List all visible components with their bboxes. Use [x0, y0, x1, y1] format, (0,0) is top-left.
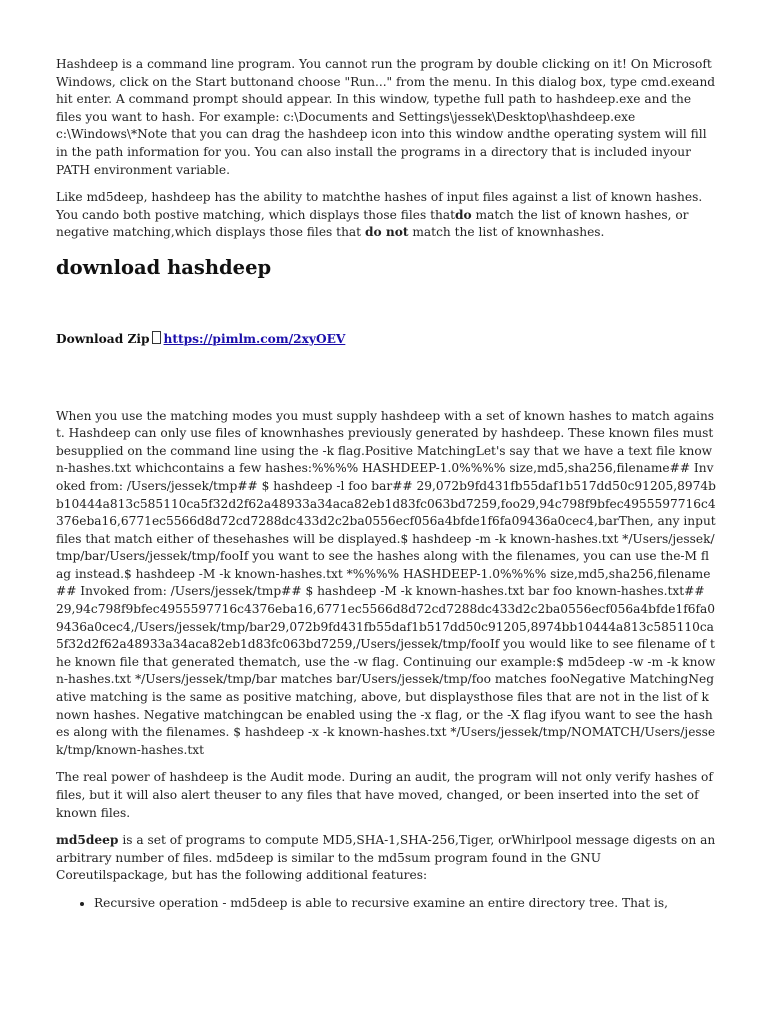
download-link[interactable]: https://pimlm.com/2xyOEV: [163, 331, 346, 346]
list-item: • Recursive operation - md5deep is able to recursive examine an entire directory tree. That is,: [94, 895, 716, 913]
matching-modes-paragraph: When you use the matching modes you must supply hashdeep with a set of known hashes to match against. Hashdeep can only use files of knownhashes previously generated by hashdeep. These known files must besupplied on the command line using the -k flag.Positive MatchingLet's say that we have a text file known-hashes.txt whichcontains a few hashes:%%%% HASHDEEP-1.0%%%% size,md5,sha256,filename## Invoked from: /Users/jessek/tmp## $ hashdeep -l foo bar## 29,072b9fd431fb55daf1b517dd50c91205,8974bb10444a813c585110ca5f32d2f62a48933a34aca82eb1d83fc063bd7259,foo29,94c798f9bfec4955597716c4376eba16,6771ec5566d8d72cd7288dc433d2c2ba0556ecf056a4bfde1f6fa09436a0cec4,barThen, any input files that match either of thesehashes will be displayed.$ hashdeep -m -k known-hashes.txt */Users/jessek/tmp/bar/Users/jessek/tmp/fooIf you want to see the hashes along with the filenames, you can use the-M flag instead.$ hashdeep -M -k known-hashes.txt *%%%% HASHDEEP-1.0%%%% size,md5,sha256,filename## Invoked from: /Users/jessek/tmp## $ hashdeep -M -k known-hashes.txt bar foo known-hashes.txt## 29,94c798f9bfec4955597716c4376eba16,6771ec5566d8d72cd7288dc433d2c2ba0556ecf056a4bfde1f6fa09436a0cec4,/Users/jessek/tmp/bar29,072b9fd431fb55daf1b517dd50c91205,8974bb10444a813c585110ca5f32d2f62a48933a34aca82eb1d83fc063bd7259,/Users/jessek/tmp/fooIf you would like to see filename of the known file that generated thematch, use the -w flag. Continuing our example:$ md5deep -w -m -k known-hashes.txt */Users/jessek/tmp/bar matches bar/Users/jessek/tmp/foo matches fooNegative MatchingNegative matching is the same as positive matching, above, but displaysthose files that are not in the list of known hashes. Negative matchingcan be enabled using the -x flag, or the -X flag ifyou want to see the hashes along with the filenames. $ hashdeep -x -k known-hashes.txt */Users/jessek/tmp/NOMATCH/Users/jessek/tmp/known-hashes.txt: [56, 408, 716, 757]
matching-paragraph: [56, 189, 716, 242]
md5deep-text: is a set of programs to compute MD5,SHA-1,SHA-256,Tiger, orWhirlpool message digests on an arbitrary number of files. md5deep is similar to the md5sum program found in the GNU Coreutilspackage, but has the following additional features:: [56, 833, 716, 883]
matching-text-1: Like md5deep, hashdeep has the ability to matchthe hashes of input files against a list of known hashes. You cando both postive matching, which displays those files that: [56, 190, 703, 222]
matching-text-3: match the list of knownhashes.: [408, 225, 605, 240]
intro-paragraph: Hashdeep is a command line program. You cannot run the program by double clicking on it! On Microsoft Windows, click on the Start buttonand choose "Run..." from the menu. In this dialog box, type cmd.exeand hit enter. A command prompt should appear. In this window, typethe full path to hashdeep.exe and the files you want to hash. For example: c:\Documents and Settings\jessek\Desktop\hashdeep.exe c:\Windows\*Note that you can drag the hashdeep icon into this window andthe operating system will fill in the path information for you. You can also install the programs in a directory that is included inyour PATH environment variable.: [56, 57, 716, 177]
matching-bold-do-not: do not: [364, 225, 409, 240]
audit-paragraph: The real power of hashdeep is the Audit mode. During an audit, the program will not only verify hashes of files, but it will also alert theuser to any files that have moved, changed, or been inserted into the set of known files.: [56, 770, 713, 820]
md5deep-bold: md5deep: [56, 833, 119, 848]
matching-bold-do: do: [454, 207, 472, 222]
md5deep-paragraph: [56, 832, 716, 885]
matching-text-2: match the list of known hashes, or negative matching,which displays those files that: [56, 207, 689, 240]
missing-glyph-icon: [152, 331, 161, 344]
download-label: Download Zip: [56, 331, 150, 346]
spacer: [56, 349, 716, 408]
download-line: [56, 331, 716, 349]
features-list: [56, 895, 716, 913]
document-page: [56, 56, 716, 913]
download-heading: download hashdeep: [56, 255, 272, 279]
